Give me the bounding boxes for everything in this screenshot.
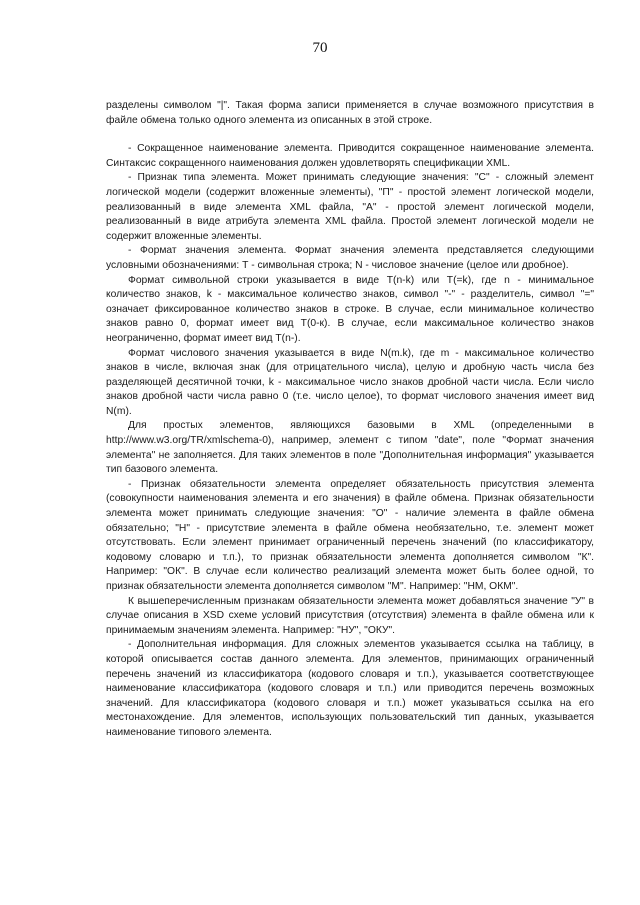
paragraph-short-name: - Сокращенное наименование элемента. Приводится сокращенное наименование элемента. Синтаксис сокращенного наименования должен удовлетворять спецификации XML. bbox=[106, 143, 594, 169]
page-number: 70 bbox=[312, 40, 328, 56]
paragraph-mandatory-flag: - Признак обязательности элемента определяет обязательность присутствия элемента (совокупности наименования элемента и его значения) в файле обмена. Признак обязательности элемента может принимать следующие значения: "О" - наличие элемента в файле обмена обязательно; "Н" - присутствие элемента в файле обмена необязательно, т.е. элемент может отсутствовать. Если элемент принимает ограниченный перечень значений (по классификатору, кодовому словарю и т.п.), то признак обязательности элемента дополняется символом "К". Например: "ОК". В случае если количество реализаций элемента может быть более одной, то признак обязательности элемента дополняется символом "М". Например: "НМ, ОКМ". bbox=[106, 478, 594, 592]
paragraph-value-format: - Формат значения элемента. Формат значения элемента представляется следующими условными обозначениями: Т - символьная строка; N - числовое значение (целое или дробное). bbox=[106, 245, 594, 271]
paragraph-continuation: разделены символом "|". Такая форма записи применяется в случае возможного присутствия в файле обмена только одного элемента из описанных в этой строке. bbox=[106, 100, 594, 126]
paragraph-conditional-flag: К вышеперечисленным признакам обязательности элемента может добавляться значение "У" в случае описания в XSD схеме условий присутствия (отсутствия) элемента в файле обмена или к принимаемым значениям элемента. Например: "НУ", "ОКУ". bbox=[106, 595, 594, 636]
paragraph-xml-base-types: Для простых элементов, являющихся базовыми в XML (определенными в http://www.w3.org/TR/xmlschema-0), например, элемент с типом "date", поле "Формат значения элемента" не заполняется. Для таких элементов в поле "Дополнительная информация" указывается тип базового элемента. bbox=[106, 420, 594, 476]
paragraph-number-format: Формат числового значения указывается в виде N(m.k), где m - максимальное количество знаков в числе, включая знак (для отрицательного числа), целую и дробную часть числа без разделяющей десятичной точки, k - максимальное число знаков дробной части числа. Если число знаков дробной части числа равно 0 (т.е. число целое), то формат числового значения имеет вид N(m). bbox=[106, 347, 594, 417]
paragraph-additional-info: - Дополнительная информация. Для сложных элементов указывается ссылка на таблицу, в которой описывается состав данного элемента. Для элементов, принимающих ограниченный перечень значений из классификатора (кодового словаря и т.п.), указывается соответствующее наименование классификатора (кодового словаря и т.п.) или приводится перечень возможных значений. Для классификатора (кодового словаря и т.п.) может указываться ссылка на его местонахождение. Для элементов, использующих пользовательский тип данных, указывается наименование типового элемента. bbox=[106, 639, 594, 738]
page-body bbox=[106, 99, 594, 741]
paragraph-element-type: - Признак типа элемента. Может принимать следующие значения: "С" - сложный элемент логической модели (содержит вложенные элементы), "П" - простой элемент логической модели, реализованный в виде элемента XML файла, "А" - простой элемент логической модели, реализованный в виде атрибута элемента XML файла. Простой элемент логической модели не содержит вложенные элементы. bbox=[106, 172, 594, 242]
paragraph-string-format: Формат символьной строки указывается в виде T(n-k) или T(=k), где n - минимальное количество знаков, k - максимальное количество знаков, символ "-" - разделитель, символ "=" означает фиксированное количество знаков в строке. В случае, если минимальное количество знаков равно 0, формат имеет вид T(0-к). В случае, если максимальное количество знаков неограниченно, формат имеет вид T(n-). bbox=[106, 274, 594, 344]
